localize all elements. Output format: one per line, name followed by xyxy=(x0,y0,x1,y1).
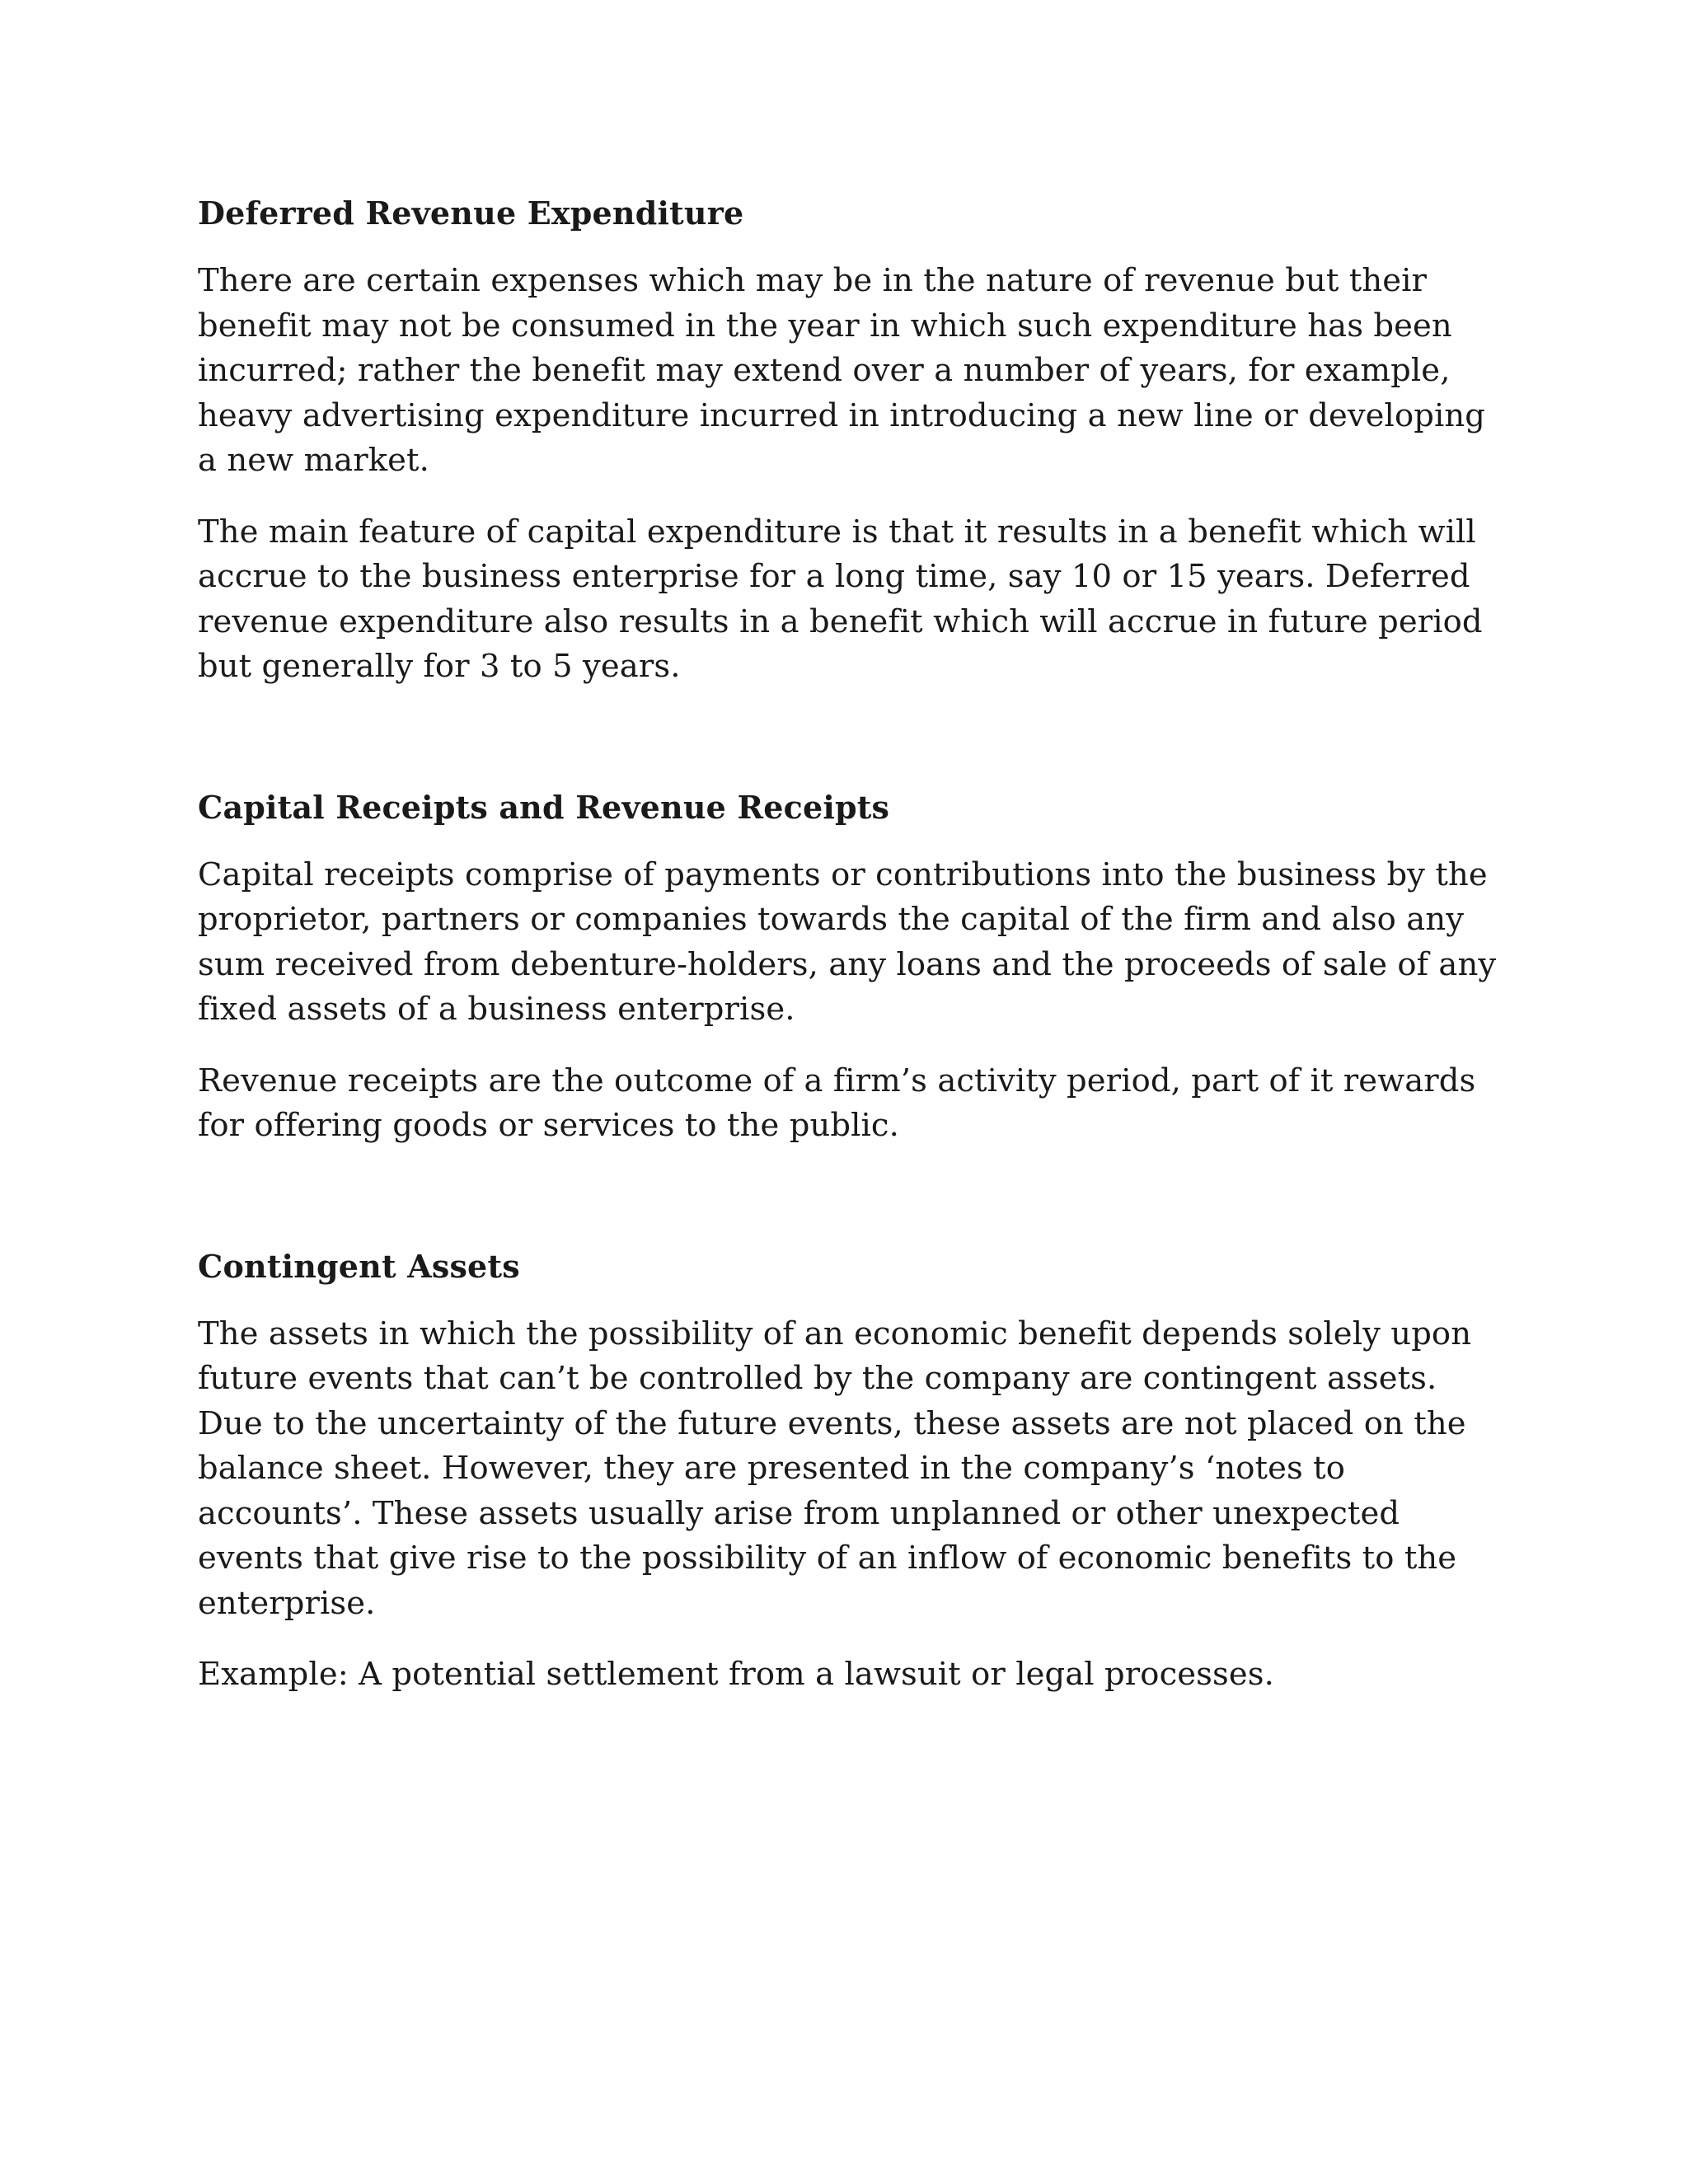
section-spacer xyxy=(198,716,1500,785)
section-heading: Capital Receipts and Revenue Receipts xyxy=(198,788,890,826)
paragraph: The assets in which the possibility of an economic benefit depends solely upon future events that can’t be controlled by the company are contingent assets. Due to the uncertainty of the future events, these assets are not placed on the balance sheet. However, they are presented in the company’s ‘notes to accounts’. These assets usually arise from unplanned or other unexpected events that give rise to the possibility of an inflow of economic benefits to the enterprise. xyxy=(198,1315,1472,1622)
section-contingent-assets xyxy=(198,1244,1500,1698)
section-heading: Contingent Assets xyxy=(198,1247,520,1285)
paragraph: The main feature of capital expenditure is that it results in a benefit which will accrue to the business enterprise for a long time, say 10 or 15 years. Deferred revenue expenditure also results in a benefit which will accrue in future period but generally for 3 to 5 years. xyxy=(198,513,1483,685)
document-page xyxy=(198,191,1500,1724)
section-capital-and-revenue-receipts xyxy=(198,785,1500,1149)
section-deferred-revenue-expenditure xyxy=(198,191,1500,690)
paragraph: Example: A potential settlement from a lawsuit or legal processes. xyxy=(198,1656,1274,1693)
paragraph: Capital receipts comprise of payments or contributions into the business by the proprietor, partners or companies towards the capital of the firm and also any sum received from debenture-holders, any loans and the proceeds of sale of any fixed assets of a business enterprise. xyxy=(198,855,1497,1028)
paragraph: Revenue receipts are the outcome of a firm’s activity period, part of it rewards for offering goods or services to the public. xyxy=(198,1062,1476,1144)
paragraph: There are certain expenses which may be in the nature of revenue but their benefit may not be consumed in the year in which such expenditure has been incurred; rather the benefit may extend over a number of years, for example, heavy advertising expenditure incurred in introducing a new line or developing a new market. xyxy=(198,262,1486,479)
section-spacer xyxy=(198,1175,1500,1244)
section-heading: Deferred Revenue Expenditure xyxy=(198,194,744,232)
